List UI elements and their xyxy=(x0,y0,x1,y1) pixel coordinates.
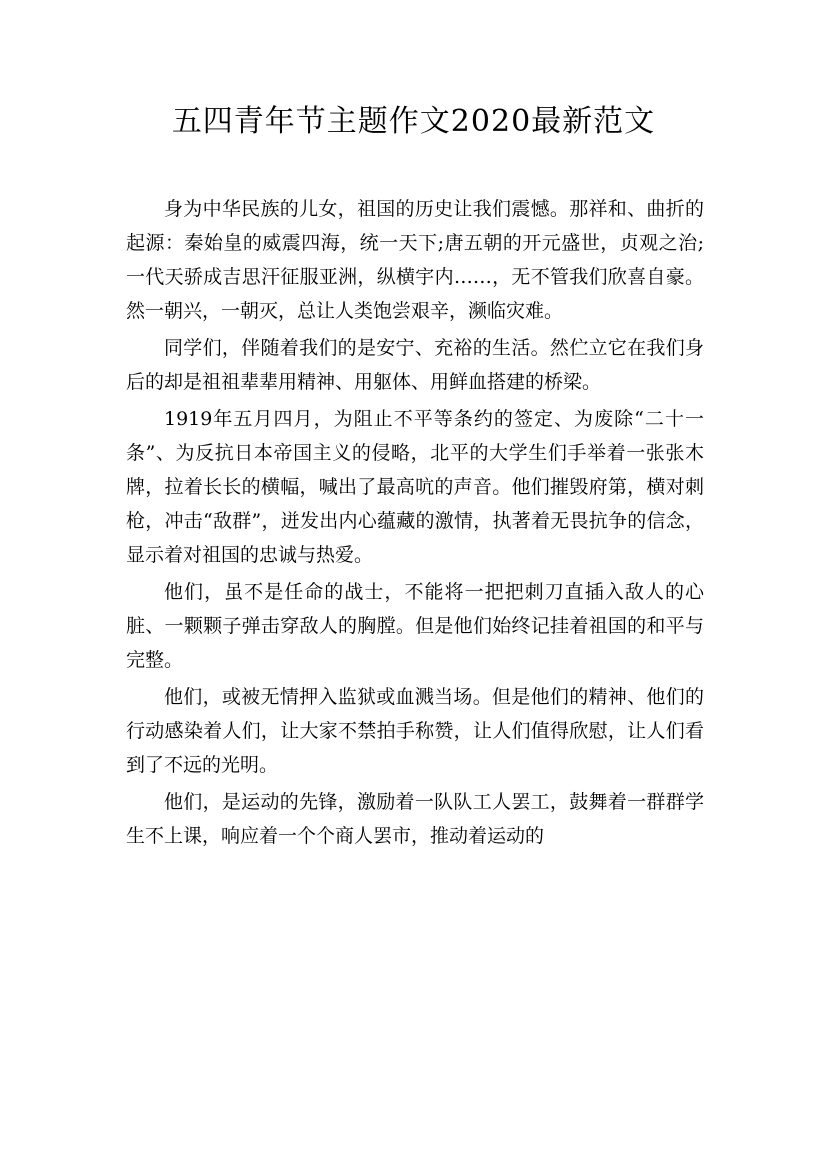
paragraph-6: 他们，是运动的先锋，激励着一队队工人罢工，鼓舞着一群群学生不上课，响应着一个个商人罢市，推动着运动的 xyxy=(126,791,704,847)
document-body xyxy=(126,192,704,856)
paragraph-1: 身为中华民族的儿女，祖国的历史让我们震憾。那祥和、曲折的起源：秦始皇的威震四海，统一天下;唐五朝的开元盛世，贞观之治;一代天骄成吉思汗征服亚洲，纵横宇内……，无不管我们欣喜自豪。然一朝兴，一朝灭，总让人类饱尝艰辛，濒临灾难。 xyxy=(126,198,704,322)
paragraph-2: 同学们，伴随着我们的是安宁、充裕的生活。然伫立它在我们身后的却是祖祖辈辈用精神、用躯体、用鲜血搭建的桥梁。 xyxy=(126,337,704,393)
paragraph-4: 他们，虽不是任命的战士，不能将一把把刺刀直插入敌人的心脏、一颗颗子弹击穿敌人的胸膛。但是他们始终记挂着祖国的和平与完整。 xyxy=(126,581,704,671)
document-title: 五四青年节主题作文2020最新范文 xyxy=(171,104,656,139)
paragraph-5: 他们，或被无情押入监狱或血溅当场。但是他们的精神、他们的行动感染着人们，让大家不禁拍手称赞，让人们值得欣慰，让人们看到了不远的光明。 xyxy=(126,686,704,776)
paragraph-3: 1919年五月四月，为阻止不平等条约的签定、为废除“二十一条”、为反抗日本帝国主义的侵略，北平的大学生们手举着一张张木牌，拉着长长的横幅，喊出了最高吭的声音。他们摧毁府第，横对刺枪，冲击“敌群”，迸发出内心蕴藏的激情，执著着无畏抗争的信念，显示着对祖国的忠诚与热爱。 xyxy=(126,408,704,566)
